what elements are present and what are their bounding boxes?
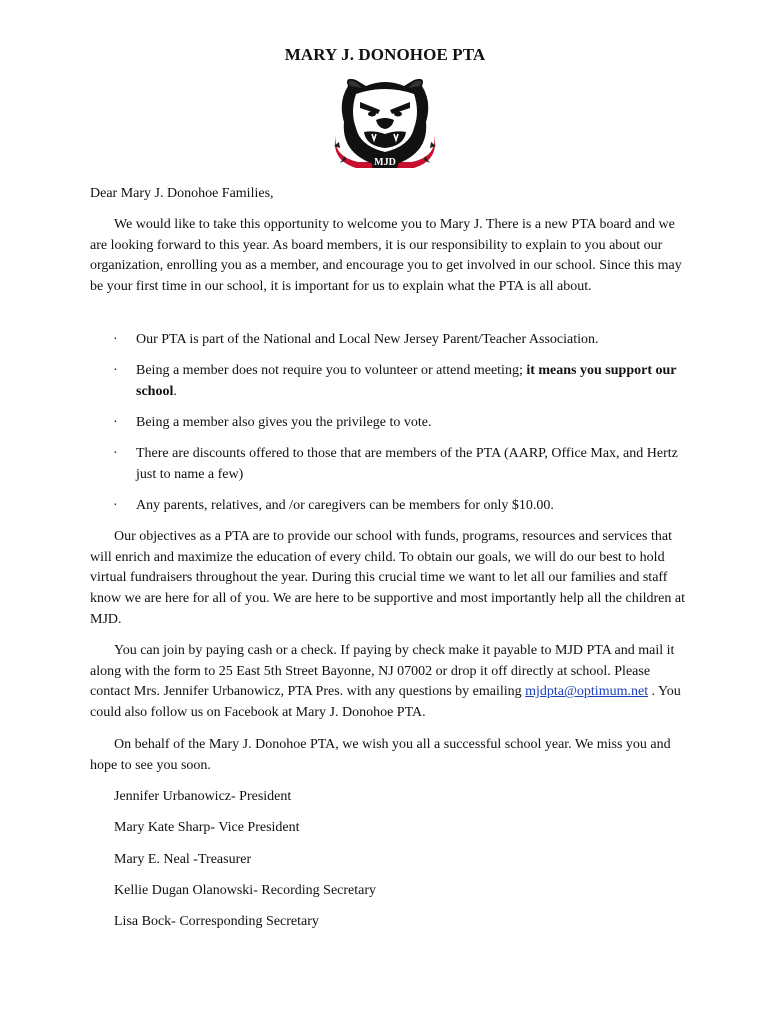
objectives-paragraph: Our objectives as a PTA are to provide our school with funds, programs, resources and services that will enrich and maximize the education of every child. To obtain our goals, we will do our best to hold virtual fundraisers throughout the year. During this crucial time we want to let all our families and staff know we are here for all of you. We are here to be supportive and most importantly help all the children at MJD. [90, 529, 685, 627]
bullet-marker: · [113, 363, 118, 379]
greeting: Dear Mary J. Donohoe Families, [90, 186, 274, 201]
signature-line: Mary Kate Sharp- Vice President [114, 820, 300, 835]
email-link[interactable]: mjdpta@optimum.net [525, 684, 649, 700]
list-item [90, 496, 690, 517]
bullet-text: Any parents, relatives, and /or caregivers can be members for only $10.00. [136, 498, 554, 514]
bulldog-mascot-icon [326, 72, 444, 178]
list-item [90, 413, 690, 434]
list-item [90, 361, 690, 402]
logo-text: MJD [374, 157, 396, 168]
bullet-marker: · [113, 446, 118, 462]
intro-paragraph: We would like to take this opportunity to welcome you to Mary J. There is a new PTA board and we are looking forward to this year. As board members, it is our responsibility to explain to you about our organization, enrolling you as a member, and encourage you to get involved in our school. Since this may be your first time in our school, it is important for us to explain what the PTA is all about. [90, 217, 682, 295]
signature-line: Jennifer Urbanowicz- President [114, 789, 292, 804]
join-paragraph [90, 641, 690, 724]
list-item [90, 330, 690, 351]
bullet-text: Being a member also gives you the privilege to vote. [136, 415, 432, 431]
bullet-text: There are discounts offered to those that are members of the PTA (AARP, Office Max, and Hertz just to name a few) [136, 446, 678, 483]
join-text: You can join by paying cash or a check. If paying by check make it payable to MJD PTA and mail it along with the form to 25 East 5th Street Bayonne, NJ 07002 or drop it off directly at school. Please contact Mrs. Jennifer Urbanowicz, PTA Pres. with any questions by emailing [90, 643, 675, 700]
signature-line: Mary E. Neal -Treasurer [114, 852, 252, 867]
join-text-end: . You could also follow us on Facebook at Mary J. Donohoe PTA. [90, 684, 681, 721]
bullet-marker: · [113, 498, 118, 514]
bullet-marker: · [113, 332, 118, 347]
closing-paragraph: On behalf of the Mary J. Donohoe PTA, we wish you all a successful school year. We miss you and hope to see you soon. [90, 737, 671, 773]
bullet-text: . [173, 383, 177, 399]
bullet-marker: · [113, 415, 118, 431]
list-item [90, 444, 690, 485]
page-title: MARY J. DONOHOE PTA [284, 45, 486, 64]
bullet-list [90, 330, 690, 527]
bullet-text: Our PTA is part of the National and Local New Jersey Parent/Teacher Association. [136, 332, 599, 347]
bullet-emphasis: it means you support our school [136, 363, 677, 399]
signature-line: Kellie Dugan Olanowski- Recording Secretary [114, 883, 377, 898]
bullet-text: Being a member does not require you to volunteer or attend meeting; [136, 363, 527, 379]
signature-line: Lisa Bock- Corresponding Secretary [114, 914, 319, 929]
